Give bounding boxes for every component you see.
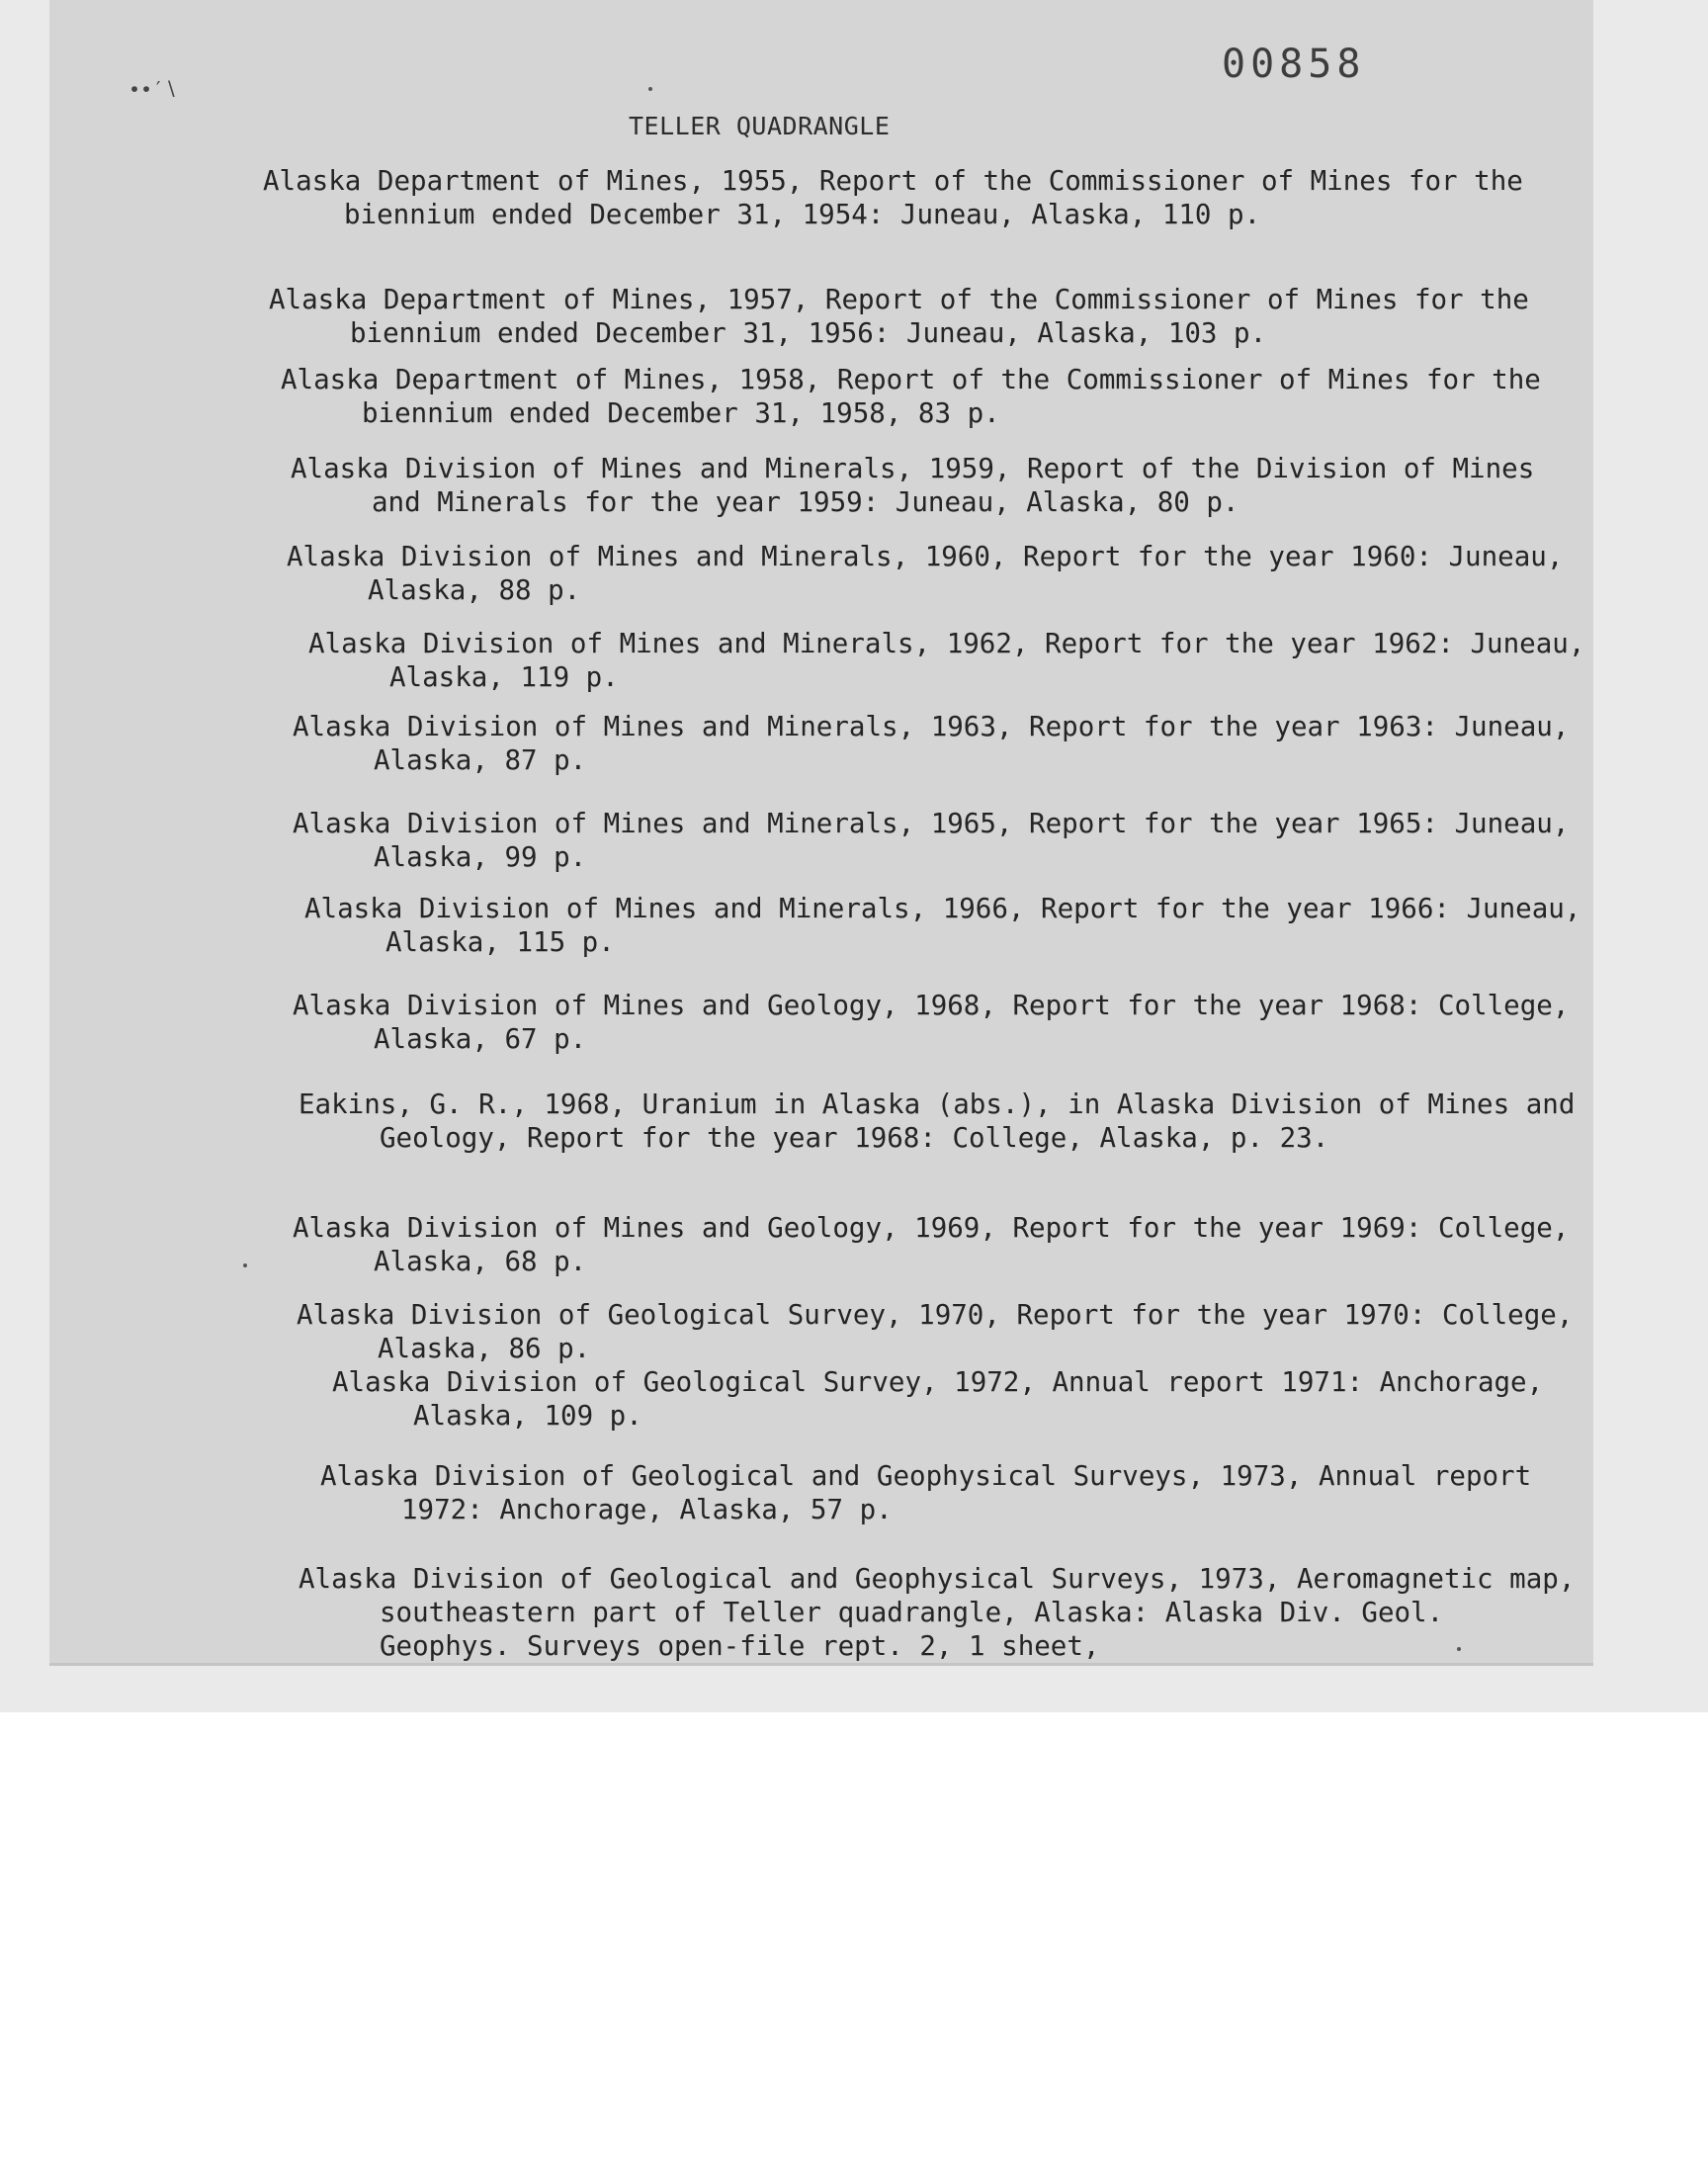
reference-entry: Alaska Division of Geological and Geophysical Surveys, 1973, Annual report 1972: Anchorage, Alaska, 57 p. [320,1460,1532,1525]
reference-entry: Alaska Department of Mines, 1957, Report of the Commissioner of Mines for the biennium ended December 31, 1956: Juneau, Alaska, 103 p. [269,284,1529,349]
reference-entry: Eakins, G. R., 1968, Uranium in Alaska (abs.), in Alaska Division of Mines and Geology, Report for the year 1968: College, Alaska, p. 23. [299,1088,1576,1154]
reference-entry: Alaska Division of Geological and Geophysical Surveys, 1973, Aeromagnetic map, southeastern part of Teller quadrangle, Alaska: Alaska Div. Geol. Geophys. Surveys open-file rept. 2, 1 sheet, [299,1563,1576,1662]
reference-entry: Alaska Division of Geological Survey, 1970, Report for the year 1970: College, Alaska, 86 p. [297,1299,1574,1364]
speck-mark [1457,1647,1461,1651]
speck-mark [243,1263,247,1267]
document-number: 00858 [1222,42,1366,87]
speck-mark [648,87,652,91]
reference-entry: Alaska Department of Mines, 1955, Report of the Commissioner of Mines for the biennium ended December 31, 1954: Juneau, Alaska, 110 p. [263,165,1523,230]
reference-entry: Alaska Department of Mines, 1958, Report of the Commissioner of Mines for the biennium ended December 31, 1958, 83 p. [281,364,1541,429]
reference-entry: Alaska Division of Mines and Geology, 1968, Report for the year 1968: College, Alaska, 67 p. [293,990,1570,1055]
reference-entry: Alaska Division of Mines and Minerals, 1960, Report for the year 1960: Juneau, Alaska, 88 p. [287,541,1564,606]
reference-entry: Alaska Division of Mines and Minerals, 1963, Report for the year 1963: Juneau, Alaska, 87 p. [293,711,1570,776]
margin-mark: ∙∙′∖ [128,77,177,101]
reference-entry: Alaska Division of Geological Survey, 1972, Annual report 1971: Anchorage, Alaska, 109 p. [332,1366,1544,1432]
reference-entry: Alaska Division of Mines and Geology, 1969, Report for the year 1969: College, Alaska, 68 p. [293,1212,1570,1277]
reference-entry: Alaska Division of Mines and Minerals, 1965, Report for the year 1965: Juneau, Alaska, 99 p. [293,808,1570,873]
reference-entry: Alaska Division of Mines and Minerals, 1962, Report for the year 1962: Juneau, Alaska, 119 p. [308,628,1585,693]
reference-entry: Alaska Division of Mines and Minerals, 1959, Report of the Division of Mines and Minerals for the year 1959: Juneau, Alaska, 80 p. [291,453,1535,518]
reference-entry: Alaska Division of Mines and Minerals, 1966, Report for the year 1966: Juneau, Alaska, 115 p. [304,893,1581,958]
page-title: TELLER QUADRANGLE [629,112,891,140]
